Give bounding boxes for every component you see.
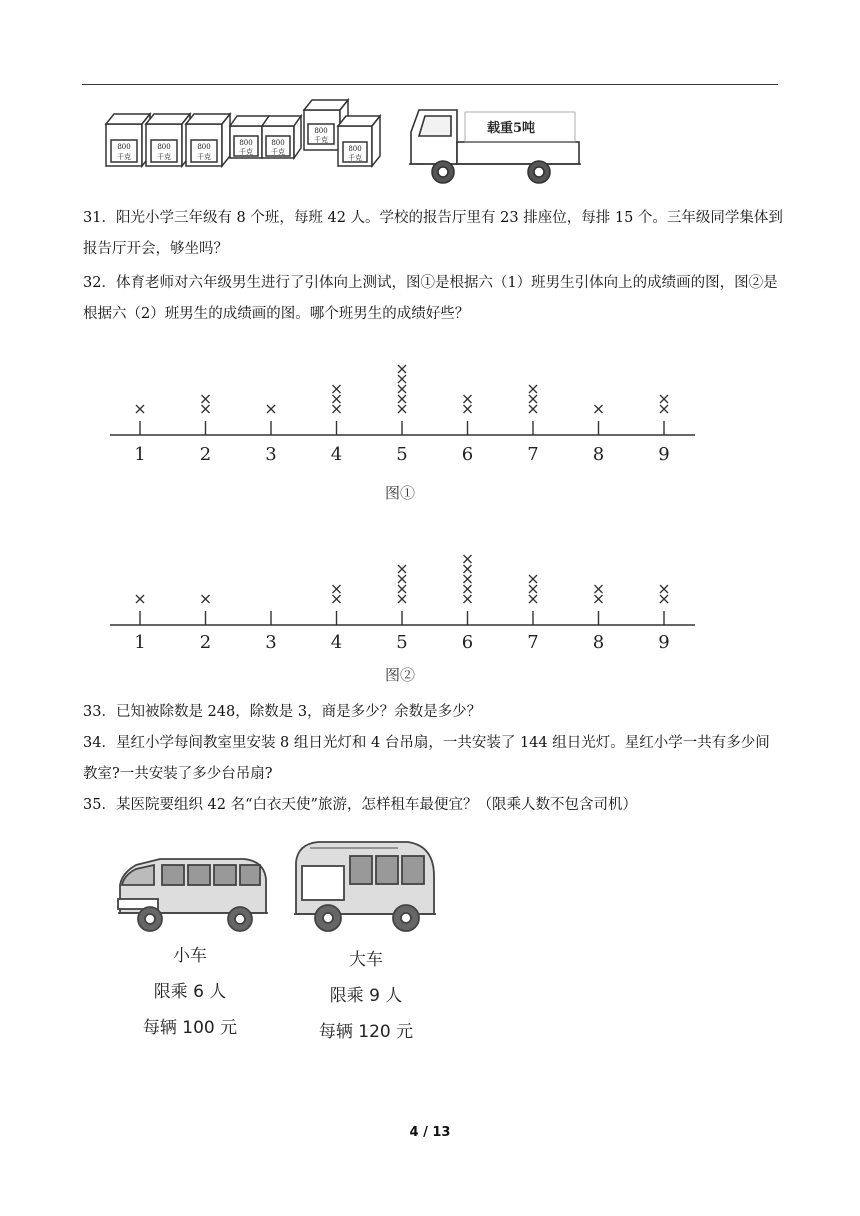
data-point-x-mark (398, 395, 406, 403)
tick-label: 7 (527, 444, 539, 465)
data-point-x-mark (333, 385, 341, 393)
svg-text:800: 800 (157, 143, 171, 151)
small-van-name: 小车 (173, 946, 207, 966)
bus-price: 每辆 120 元 (318, 1022, 414, 1042)
data-point-x-mark (464, 555, 472, 563)
svg-text:千克: 千克 (239, 148, 253, 156)
data-point-x-mark (202, 405, 210, 413)
svg-text:千克: 千克 (348, 154, 362, 162)
svg-text:800: 800 (314, 127, 328, 135)
question-34: 34．星红小学每间教室里安装 8 组日光灯和 4 台吊扇，一共安装了 144 组日光灯。星红小学一共有多少间教室?一共安装了多少台吊扇? (83, 735, 770, 782)
question-31: 31．阳光小学三年级有 8 个班，每班 42 人。学校的报告厅里有 23 排座位，每排 15 个。三年级同学集体到报告厅开会，够坐吗？ (83, 210, 783, 257)
data-point-x-mark (529, 585, 537, 593)
tick-label: 8 (592, 444, 605, 465)
data-point-x-mark (464, 595, 472, 603)
svg-text:千克: 千克 (117, 153, 131, 161)
boxes-illustration (100, 96, 395, 170)
truck-label: 载重5吨 (487, 121, 536, 136)
data-point-x-mark (333, 595, 341, 603)
tick-label: 4 (330, 632, 343, 653)
figure-caption: 图② (384, 666, 416, 684)
tick-label: 6 (461, 632, 474, 653)
data-point-x-mark (398, 565, 406, 573)
dot-plot-1-svg (100, 342, 700, 512)
data-point-x-mark (464, 395, 472, 403)
data-point-x-mark (333, 405, 341, 413)
data-point-x-mark (398, 365, 406, 373)
data-point-x-mark (464, 575, 472, 583)
tick-label: 6 (461, 444, 474, 465)
data-point-x-mark (529, 575, 537, 583)
figure-caption: 图① (384, 484, 416, 502)
tick-label: 3 (265, 444, 277, 465)
data-point-x-mark (333, 395, 341, 403)
bus-info (296, 942, 436, 1050)
data-point-x-mark (267, 405, 275, 413)
question-33: 33．已知被除数是 248，除数是 3，商是多少？余数是多少？ (83, 704, 482, 720)
svg-text:千克: 千克 (157, 153, 171, 161)
header-rule (82, 84, 778, 85)
tick-label: 5 (396, 632, 408, 653)
svg-text:800: 800 (197, 143, 211, 151)
tick-label: 7 (527, 632, 539, 653)
data-point-x-mark (464, 565, 472, 573)
svg-text:千克: 千克 (314, 136, 328, 144)
data-point-x-mark (660, 585, 668, 593)
tick-label: 1 (134, 444, 146, 465)
data-point-x-mark (333, 585, 341, 593)
svg-text:800: 800 (348, 145, 362, 153)
dot-plot-2-svg (100, 528, 700, 686)
svg-text:800: 800 (271, 139, 285, 147)
data-point-x-mark (136, 595, 144, 603)
data-point-x-mark (136, 405, 144, 413)
data-point-x-mark (202, 395, 210, 403)
data-point-x-mark (398, 595, 406, 603)
data-point-x-mark (660, 405, 668, 413)
tick-label: 8 (592, 632, 605, 653)
data-point-x-mark (529, 385, 537, 393)
data-point-x-mark (660, 595, 668, 603)
page-number: 4 / 13 (409, 1125, 451, 1140)
bus-capacity: 限乘 9 人 (329, 986, 403, 1006)
data-point-x-mark (529, 405, 537, 413)
tick-label: 3 (265, 632, 277, 653)
data-point-x-mark (529, 395, 537, 403)
data-point-x-mark (595, 405, 603, 413)
data-point-x-mark (529, 595, 537, 603)
small-van-capacity: 限乘 6 人 (153, 982, 227, 1002)
question-35: 35．某医院要组织 42 名“白衣天使”旅游，怎样租车最便宜？（限乘人数不包含司机） (83, 797, 637, 813)
small-van-info (120, 938, 260, 1046)
data-point-x-mark (398, 375, 406, 383)
svg-text:800: 800 (117, 143, 131, 151)
bus-name: 大车 (349, 950, 383, 970)
dot-plot-1 (100, 342, 700, 512)
tick-label: 2 (199, 632, 212, 653)
tick-label: 5 (396, 444, 408, 465)
data-point-x-mark (595, 595, 603, 603)
svg-text:千克: 千克 (271, 148, 285, 156)
small-van-illustration (114, 855, 274, 935)
tick-label: 2 (199, 444, 212, 465)
question-32: 32．体育老师对六年级男生进行了引体向上测试，图①是根据六（1）班男生引体向上的成绩画的图，图②是根据六（2）班男生的成绩画的图。哪个班男生的成绩好些？ (83, 275, 778, 322)
small-van-price: 每辆 100 元 (142, 1018, 238, 1038)
data-point-x-mark (660, 395, 668, 403)
data-point-x-mark (464, 405, 472, 413)
data-point-x-mark (595, 585, 603, 593)
tick-label: 1 (134, 632, 146, 653)
data-point-x-mark (464, 585, 472, 593)
data-point-x-mark (398, 575, 406, 583)
data-point-x-mark (202, 595, 210, 603)
tick-label: 9 (658, 632, 670, 653)
dot-plot-2 (100, 528, 700, 686)
data-point-x-mark (398, 405, 406, 413)
bus-illustration (288, 836, 440, 936)
svg-text:千克: 千克 (197, 153, 211, 161)
svg-text:800: 800 (239, 139, 253, 147)
data-point-x-mark (398, 385, 406, 393)
tick-label: 4 (330, 444, 343, 465)
data-point-x-mark (398, 585, 406, 593)
tick-label: 9 (658, 444, 670, 465)
truck-illustration (405, 102, 585, 190)
